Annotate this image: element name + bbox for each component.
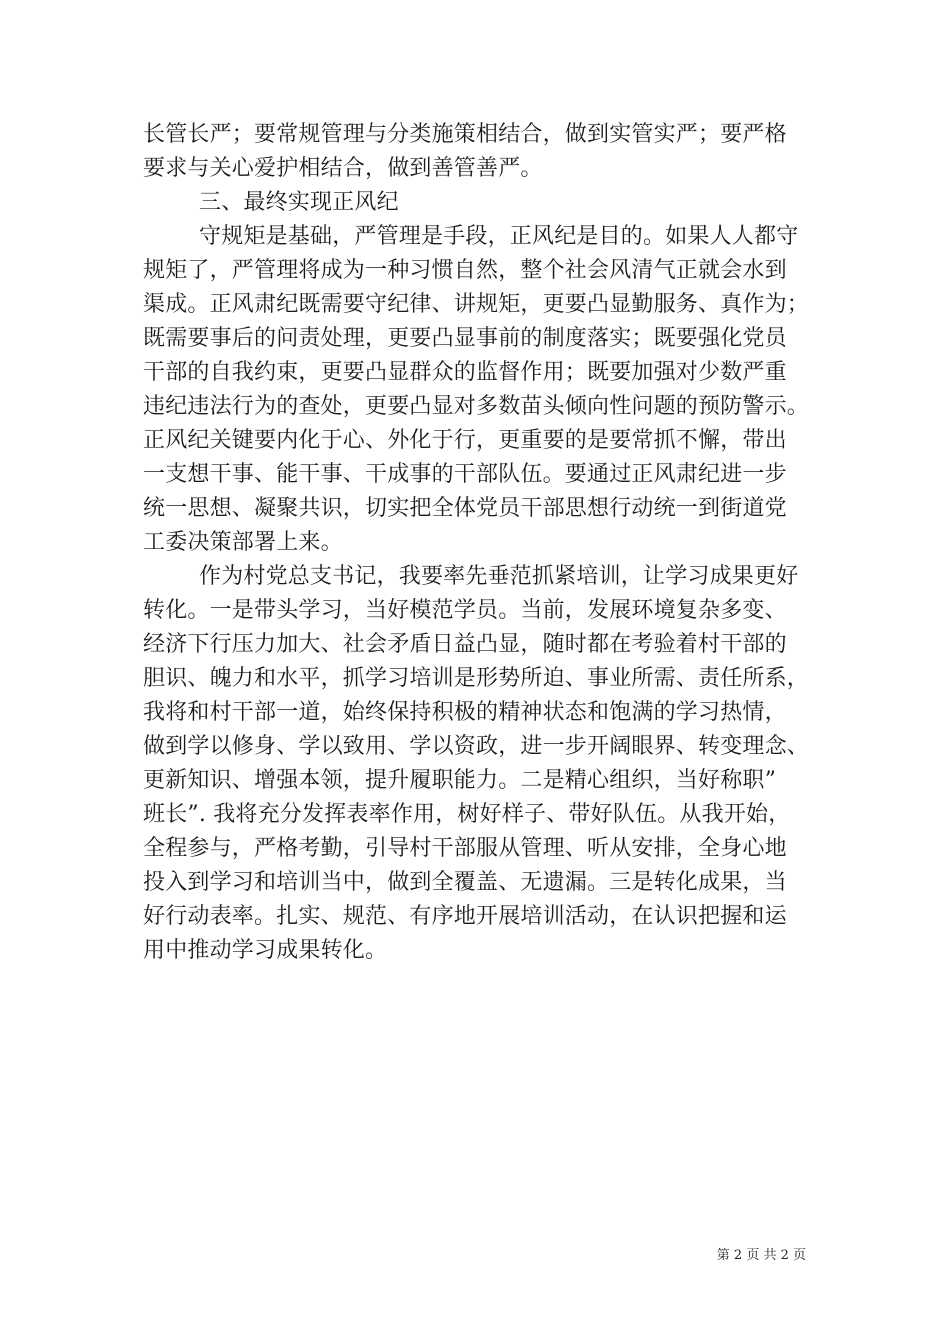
text-line: 转化。一是带头学习，当好模范学员。当前，发展环境复杂多变、 — [143, 598, 787, 623]
text-line: 胆识、魄力和水平，抓学习培训是形势所迫、事业所需、责任所系， — [143, 666, 810, 691]
text-line: 投入到学习和培训当中，做到全覆盖、无遗漏。三是转化成果，当 — [143, 870, 787, 895]
text-line: 班长”. 我将充分发挥表率作用，树好样子、带好队伍。从我开始， — [143, 802, 791, 827]
text-line: 一支想干事、能干事、干成事的干部队伍。要通过正风肃纪进一步 — [143, 462, 787, 487]
text-line: 正风纪关键要内化于心、外化于行，更重要的是要常抓不懈，带出 — [143, 428, 787, 453]
text-line: 好行动表率。扎实、规范、有序地开展培训活动，在认识把握和运 — [143, 904, 787, 929]
document-body — [143, 118, 823, 968]
text-line: 经济下行压力加大、社会矛盾日益凸显，随时都在考验着村干部的 — [143, 632, 787, 657]
text-line: 违纪违法行为的查处，更要凸显对多数苗头倾向性问题的预防警示。 — [143, 394, 810, 419]
paragraph-start-line: 作为村党总支书记，我要率先垂范抓紧培训，让学习成果更好 — [199, 564, 799, 589]
text-line: 既需要事后的问责处理，更要凸显事前的制度落实；既要强化党员 — [143, 326, 787, 351]
text-line: 规矩了，严管理将成为一种习惯自然，整个社会风清气正就会水到 — [143, 258, 787, 283]
text-line: 工委决策部署上来。 — [143, 530, 343, 555]
text-line: 全程参与，严格考勤，引导村干部服从管理、听从安排，全身心地 — [143, 836, 787, 861]
text-line: 统一思想、凝聚共识，切实把全体党员干部思想行动统一到街道党 — [143, 496, 787, 521]
paragraph-start-line: 三、最终实现正风纪 — [199, 190, 399, 215]
paragraph-start-line: 守规矩是基础，严管理是手段，正风纪是目的。如果人人都守 — [199, 224, 799, 249]
text-line: 我将和村干部一道，始终保持积极的精神状态和饱满的学习热情， — [143, 700, 787, 725]
text-line: 用中推动学习成果转化。 — [143, 938, 388, 963]
page-number: 第 2 页 共 2 页 — [716, 1248, 806, 1263]
text-line: 要求与关心爱护相结合，做到善管善严。 — [143, 156, 543, 181]
text-line: 更新知识、增强本领，提升履职能力。二是精心组织，当好称职” — [143, 768, 777, 793]
text-line: 干部的自我约束，更要凸显群众的监督作用；既要加强对少数严重 — [143, 360, 787, 385]
text-line: 做到学以修身、学以致用、学以资政，进一步开阔眼界、转变理念、 — [143, 734, 810, 759]
text-line: 渠成。正风肃纪既需要守纪律、讲规矩，更要凸显勤服务、真作为； — [143, 292, 810, 317]
text-line: 长管长严；要常规管理与分类施策相结合，做到实管实严；要严格 — [143, 122, 787, 147]
